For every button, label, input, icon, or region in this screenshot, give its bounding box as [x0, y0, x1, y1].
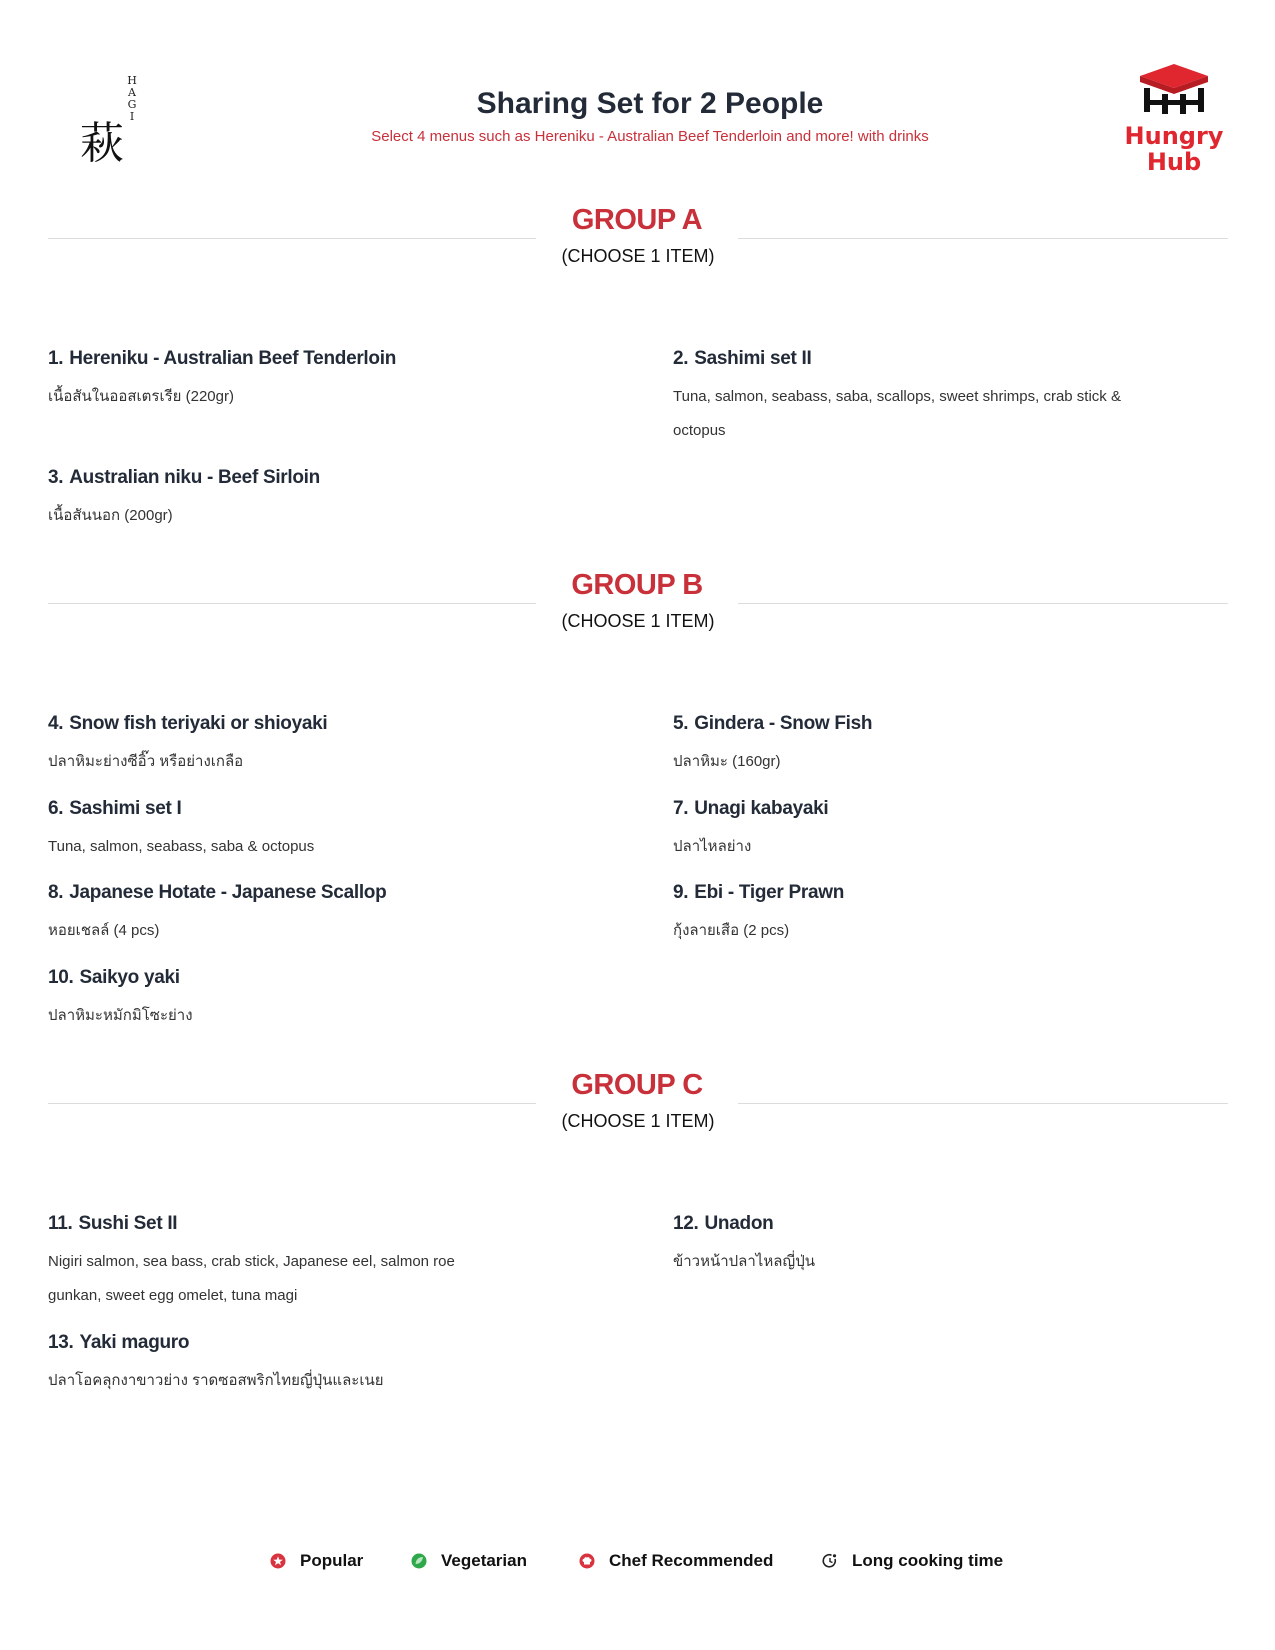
menu-item: [48, 711, 578, 779]
item-number: 5.: [673, 713, 689, 734]
page-subtitle: Select 4 menus such as Hereniku - Australian Beef Tenderloin and more! with drinks: [371, 128, 929, 145]
item-description: ปลาหิมะ (160gr): [673, 753, 781, 770]
group-title: GROUP B: [571, 569, 703, 601]
item-description: ข้าวหน้าปลาไหลญี่ปุ่น: [673, 1253, 815, 1270]
divider-line: [738, 1103, 1228, 1104]
divider-line: [48, 603, 536, 604]
item-name: Unagi kabayaki: [694, 798, 829, 819]
hagi-logo: [80, 70, 150, 170]
title-block: [300, 84, 1000, 145]
item-description: Tuna, salmon, seabass, saba & octopus: [48, 838, 315, 855]
divider-line: [738, 603, 1228, 604]
group-a-header: [48, 200, 1228, 284]
item-name: Unadon: [704, 1213, 774, 1234]
legend: [0, 1546, 1275, 1576]
item-number: 7.: [673, 798, 689, 819]
item-description: Nigiri salmon, sea bass, crab stick, Japanese eel, salmon roe: [48, 1253, 455, 1270]
menu-item: [673, 880, 1203, 948]
menu-item: [48, 796, 578, 864]
menu-item: [673, 346, 1203, 448]
group-instruction: (CHOOSE 1 ITEM): [561, 1111, 715, 1131]
logo-word-hub: Hub: [1146, 148, 1202, 176]
group-c-header: [48, 1065, 1228, 1149]
divider-line: [738, 238, 1228, 239]
item-name: Sashimi set II: [694, 348, 812, 369]
menu-item: [48, 346, 578, 414]
logo-word-hungry: Hungry: [1124, 122, 1224, 150]
legend-label: Vegetarian: [441, 1551, 527, 1570]
menu-item: [673, 711, 1203, 779]
group-instruction: (CHOOSE 1 ITEM): [561, 611, 715, 631]
legend-long-cooking-time: [822, 1546, 1003, 1576]
item-number: 13.: [48, 1332, 74, 1353]
item-description-line2: gunkan, sweet egg omelet, tuna magi: [48, 1287, 298, 1304]
logo-letter-h: H: [127, 74, 137, 87]
menu-item: [48, 1211, 578, 1313]
item-description: Tuna, salmon, seabass, saba, scallops, sweet shrimps, crab stick &: [673, 388, 1121, 405]
divider-line: [48, 238, 536, 239]
group-b-header: [48, 565, 1228, 649]
logo-letter-i: I: [129, 110, 135, 123]
item-description: ปลาหิมะหมักมิโซะย่าง: [48, 1007, 193, 1024]
hungry-hub-logo: [1118, 58, 1230, 182]
item-description: ปลาไหลย่าง: [673, 838, 752, 855]
item-number: 12.: [673, 1213, 699, 1234]
item-number: 1.: [48, 348, 64, 369]
item-name: Japanese Hotate - Japanese Scallop: [69, 882, 387, 903]
menu-item: [673, 1211, 1203, 1279]
item-name: Australian niku - Beef Sirloin: [69, 467, 320, 488]
legend-chef-recommended: [579, 1546, 773, 1576]
popular-star-icon: [270, 1553, 286, 1569]
menu-item: [48, 1330, 578, 1398]
logo-letter-a: A: [128, 86, 136, 99]
item-number: 11.: [48, 1213, 73, 1234]
item-name: Yaki maguro: [79, 1332, 190, 1353]
item-name: Sushi Set II: [78, 1213, 178, 1234]
divider-line: [48, 1103, 536, 1104]
logo-letter-g: G: [127, 98, 137, 111]
item-name: Ebi - Tiger Prawn: [694, 882, 844, 903]
vegetarian-leaf-icon: [411, 1553, 427, 1569]
item-number: 8.: [48, 882, 64, 903]
legend-label: Popular: [300, 1551, 364, 1570]
item-name: Hereniku - Australian Beef Tenderloin: [69, 348, 396, 369]
item-description: เนื้อสันนอก (200gr): [48, 507, 173, 524]
item-number: 9.: [673, 882, 689, 903]
legend-label: Long cooking time: [852, 1551, 1004, 1570]
item-description: เนื้อสันในออสเตรเรีย (220gr): [48, 388, 234, 405]
chef-hat-icon: [579, 1553, 595, 1569]
item-number: 6.: [48, 798, 64, 819]
menu-item: [48, 880, 578, 948]
legend-popular: [270, 1546, 363, 1576]
item-description-line2: octopus: [673, 422, 726, 439]
item-description: ปลาหิมะย่างซีอิ๊ว หรือย่างเกลือ: [48, 753, 244, 770]
legend-label: Chef Recommended: [609, 1551, 774, 1570]
item-name: Sashimi set I: [69, 798, 182, 819]
item-name: Saikyo yaki: [79, 967, 180, 988]
legend-vegetarian: [411, 1546, 527, 1576]
page-title: Sharing Set for 2 People: [476, 87, 824, 120]
clock-icon: [822, 1553, 838, 1569]
menu-item: [48, 465, 578, 533]
logo-kanji: 萩: [80, 118, 124, 169]
menu-item: [48, 965, 578, 1033]
group-instruction: (CHOOSE 1 ITEM): [561, 246, 715, 266]
item-description: กุ้งลายเสือ (2 pcs): [673, 922, 790, 939]
table-icon: [1118, 58, 1230, 182]
item-description: ปลาโอคลุกงาขาวย่าง ราดซอสพริกไทยญี่ปุ่นและเนย: [48, 1372, 384, 1389]
header: [0, 0, 1275, 190]
menu-item: [673, 796, 1203, 864]
item-description: หอยเชลล์ (4 pcs): [48, 922, 160, 939]
item-number: 4.: [48, 713, 64, 734]
item-number: 2.: [673, 348, 689, 369]
group-title: GROUP A: [571, 204, 703, 236]
item-name: Snow fish teriyaki or shioyaki: [69, 713, 328, 734]
group-title: GROUP C: [571, 1069, 703, 1101]
item-number: 10.: [48, 967, 74, 988]
item-name: Gindera - Snow Fish: [694, 713, 873, 734]
item-number: 3.: [48, 467, 64, 488]
